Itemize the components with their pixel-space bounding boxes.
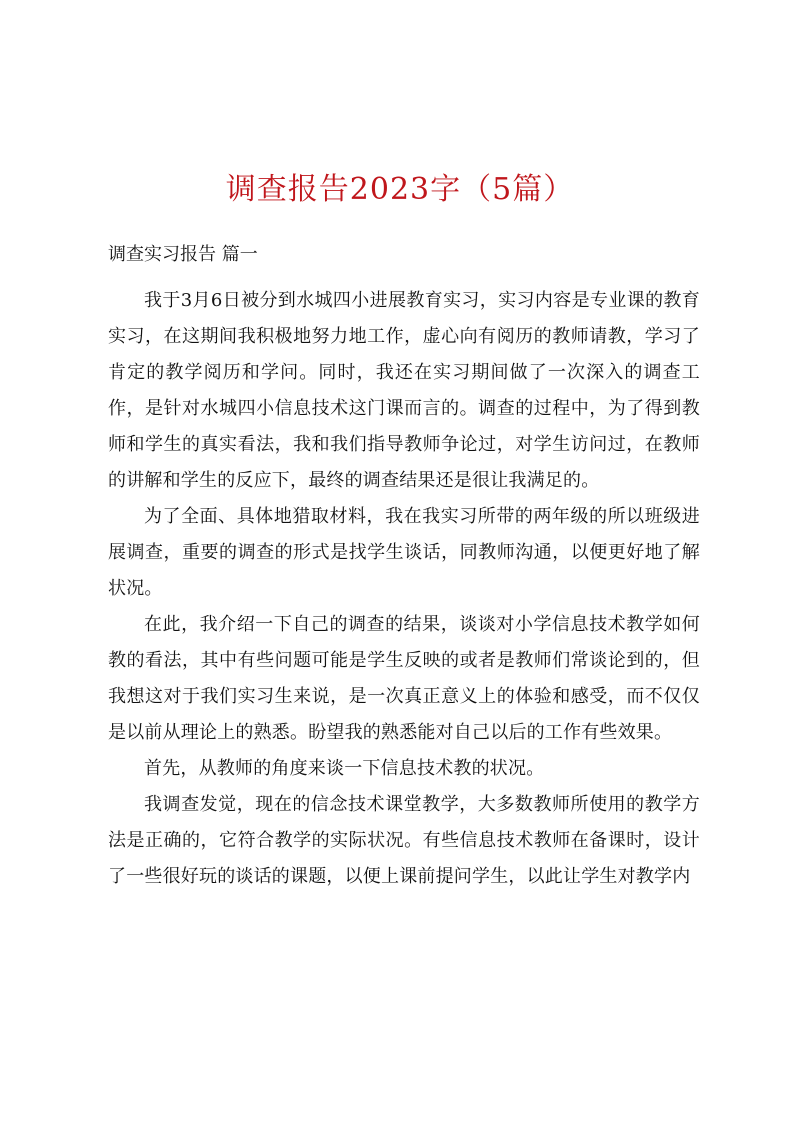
paragraph-2: 为了全面、具体地猎取材料，我在我实习所带的两年级的所以班级进展调查，重要的调查的形式是找学生谈话，同教师沟通，以便更好地了解状况。 [108, 506, 700, 599]
paragraph-1: 我于3月6日被分到水城四小进展教育实习，实习内容是专业课的教育实习，在这期间我积极地努力地工作，虚心向有阅历的教师请教，学习了肯定的教学阅历和学问。同时，我还在实习期间做了一次深入的调查工作，是针对水城四小信息技术这门课而言的。调查的过程中，为了得到教师和学生的真实看法，我和我们指导教师争论过，对学生访问过，在教师的讲解和学生的反应下，最终的调查结果还是很让我满足的。 [108, 290, 700, 491]
document-body [108, 283, 700, 895]
paragraph-3: 在此，我介绍一下自己的调查的结果，谈谈对小学信息技术教学如何教的看法，其中有些问题可能是学生反映的或者是教师们常谈论到的，但我想这对于我们实习生来说，是一次真正意义上的体验和感受，而不仅仅是以前从理论上的熟悉。盼望我的熟悉能对自己以后的工作有些效果。 [108, 614, 700, 743]
paragraph-5: 我调查发觉，现在的信念技术课堂教学，大多数教师所使用的教学方法是正确的，它符合教学的实际状况。有些信息技术教师在备课时，设计了一些很好玩的谈话的课题，以便上课前提问学生，以此让学生对教学内 [108, 794, 700, 887]
paragraph-4: 首先，从教师的角度来谈一下信息技术教的状况。 [144, 758, 545, 779]
document-title: 调查报告2023字（5篇） [225, 172, 575, 207]
section-heading: 调查实习报告 篇一 [108, 244, 258, 265]
